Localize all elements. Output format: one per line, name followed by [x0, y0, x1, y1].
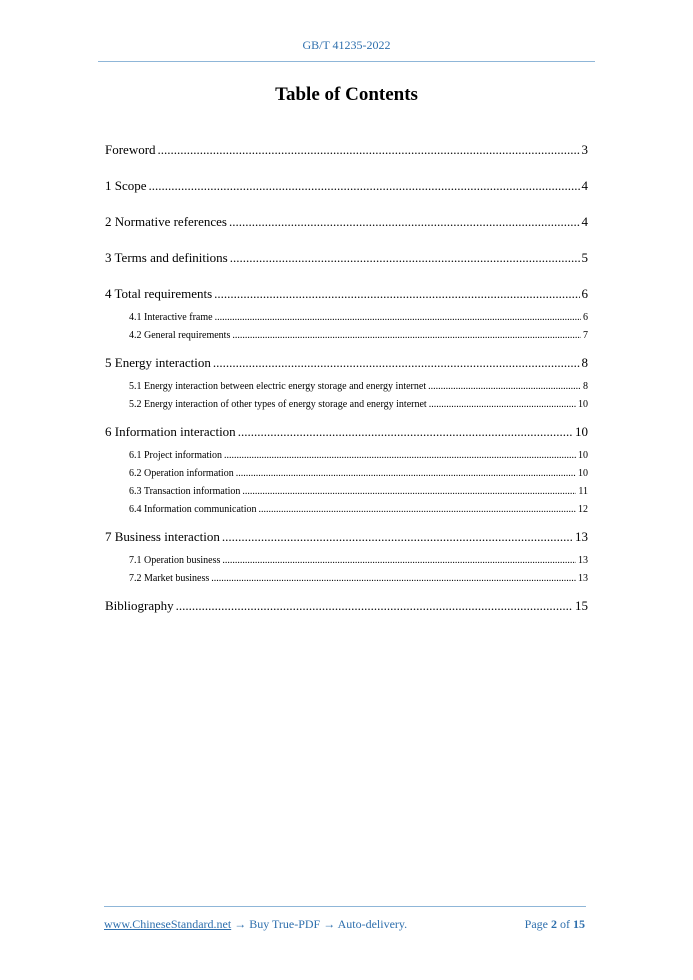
toc-subentry[interactable]	[129, 467, 588, 481]
toc-entry-page-number: 4	[581, 214, 588, 229]
toc-subentry-label: 6.1 Project information	[129, 450, 223, 461]
toc-subentry-label: 6.4 Information communication	[129, 504, 257, 515]
toc-entry[interactable]	[105, 353, 588, 372]
toc-entry-label: Foreword	[105, 142, 156, 157]
dot-leader	[229, 212, 580, 231]
page-indicator	[525, 917, 585, 932]
toc-subentry[interactable]	[129, 503, 588, 517]
toc-entry-label: 5 Energy interaction	[105, 355, 211, 370]
toc-entry-page-number: 8	[581, 355, 588, 370]
dot-leader	[238, 422, 573, 441]
toc-entry[interactable]	[105, 212, 588, 231]
toc-subentry-page-number: 10	[578, 450, 588, 461]
dot-leader	[149, 176, 580, 195]
toc-subentry-label: 6.3 Transaction information	[129, 486, 241, 497]
site-link[interactable]: www.ChineseStandard.net	[104, 917, 232, 931]
dot-leader	[230, 248, 580, 267]
dot-leader	[242, 485, 576, 499]
dot-leader	[429, 398, 576, 412]
toc-entry-label: 4 Total requirements	[105, 286, 213, 301]
toc-entry[interactable]	[105, 422, 588, 441]
toc-subentry-page-number: 11	[578, 486, 588, 497]
toc-subentry-page-number: 6	[583, 312, 588, 323]
toc-subentry-label: 5.1 Energy interaction between electric energy storage and energy internet	[129, 381, 427, 392]
toc-entry-page-number: 15	[575, 598, 588, 613]
toc-entry-page-number: 3	[581, 142, 588, 157]
toc-subentry[interactable]	[129, 554, 588, 568]
toc-entry[interactable]	[105, 596, 588, 615]
toc-subentry[interactable]	[129, 485, 588, 499]
toc-entry-page-number: 13	[575, 529, 588, 544]
toc-subentry[interactable]	[129, 449, 588, 463]
toc-subentry[interactable]	[129, 311, 588, 325]
buy-true-pdf-link[interactable]: Buy True-PDF	[249, 917, 321, 931]
header-divider	[98, 61, 595, 62]
page-word: Page	[524, 917, 548, 931]
toc-subentry-label: 4.2 General requirements	[129, 330, 231, 341]
dot-leader	[222, 554, 576, 568]
toc-entry-page-number: 4	[581, 178, 588, 193]
toc-subentry-page-number: 13	[578, 573, 588, 584]
page-current: 2	[551, 917, 557, 931]
toc-entry-label: 1 Scope	[105, 178, 147, 193]
toc-subentry-label: 5.2 Energy interaction of other types of energy storage and energy internet	[129, 399, 427, 410]
toc-subentry-page-number: 12	[578, 504, 588, 515]
toc-subentry-page-number: 8	[583, 381, 588, 392]
dot-leader	[211, 572, 576, 586]
dot-leader	[222, 527, 573, 546]
toc-entry-label: 6 Information interaction	[105, 424, 236, 439]
toc-subentry-page-number: 10	[578, 399, 588, 410]
footer-divider	[104, 906, 586, 907]
toc-subentry-label: 7.1 Operation business	[129, 555, 221, 566]
page-title: Table of Contents	[275, 84, 418, 105]
dot-leader	[232, 329, 581, 343]
toc-subentry-label: 6.2 Operation information	[129, 468, 234, 479]
toc-subentry-label: 4.1 Interactive frame	[129, 312, 213, 323]
toc-entry[interactable]	[105, 248, 588, 267]
table-of-contents	[105, 140, 588, 632]
dot-leader	[428, 380, 581, 394]
toc-entry-page-number: 5	[581, 250, 588, 265]
toc-subentry[interactable]	[129, 398, 588, 412]
dot-leader	[213, 353, 580, 372]
toc-subentry[interactable]	[129, 329, 588, 343]
toc-entry[interactable]	[105, 284, 588, 303]
header-standard-code: GB/T 41235-2022	[302, 38, 391, 52]
toc-entry-label: 7 Business interaction	[105, 529, 220, 544]
dot-leader	[158, 140, 580, 159]
toc-entry-label: 2 Normative references	[105, 214, 227, 229]
toc-entry[interactable]	[105, 176, 588, 195]
toc-entry-page-number: 6	[581, 286, 588, 301]
toc-subentry[interactable]	[129, 380, 588, 394]
arrow-right-icon: →	[323, 917, 336, 931]
toc-subentry-page-number: 13	[578, 555, 588, 566]
arrow-right-icon: →	[234, 917, 247, 931]
of-word: of	[560, 917, 570, 931]
toc-subentry[interactable]	[129, 572, 588, 586]
toc-entry-page-number: 10	[575, 424, 588, 439]
toc-subentry-page-number: 7	[583, 330, 588, 341]
auto-delivery-text: Auto-delivery.	[337, 917, 408, 931]
dot-leader	[215, 311, 581, 325]
toc-entry-label: 3 Terms and definitions	[105, 250, 228, 265]
dot-leader	[236, 467, 576, 481]
toc-subentry-page-number: 10	[578, 468, 588, 479]
toc-subentry-label: 7.2 Market business	[129, 573, 210, 584]
dot-leader	[214, 284, 579, 303]
dot-leader	[224, 449, 576, 463]
dot-leader	[176, 596, 573, 615]
toc-entry[interactable]	[105, 140, 588, 159]
footer-promo	[104, 917, 407, 932]
toc-entry-label: Bibliography	[105, 598, 174, 613]
dot-leader	[258, 503, 576, 517]
page-total: 15	[573, 917, 585, 931]
toc-entry[interactable]	[105, 527, 588, 546]
